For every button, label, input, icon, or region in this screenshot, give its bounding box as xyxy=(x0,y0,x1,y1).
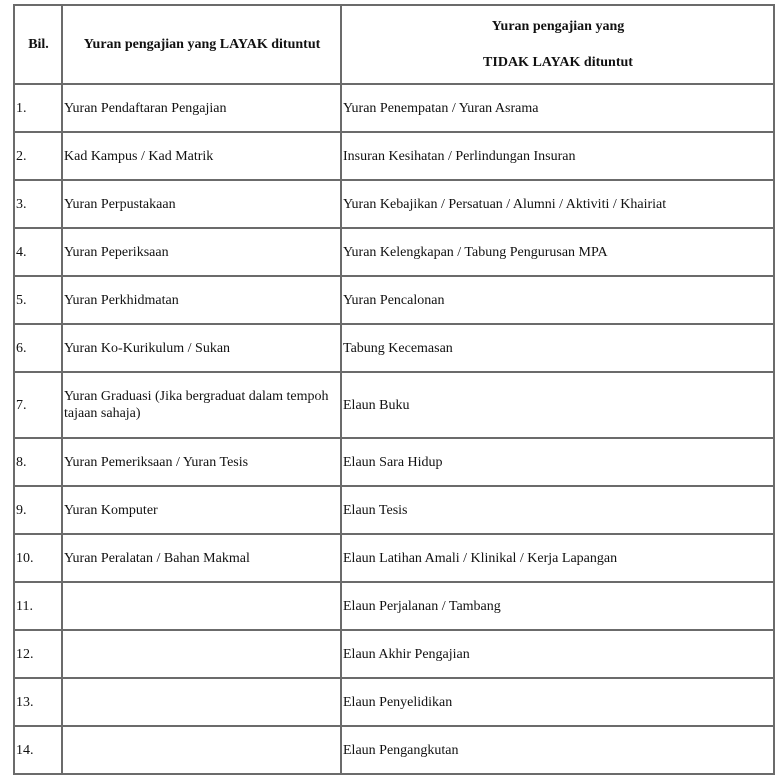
row-number: 12. xyxy=(14,630,62,678)
ineligible-fee: Yuran Kebajikan / Persatuan / Alumni / Aktiviti / Khairiat xyxy=(341,180,774,228)
eligible-fee: Yuran Pemeriksaan / Yuran Tesis xyxy=(62,438,341,486)
eligible-fee xyxy=(62,726,341,774)
table-row xyxy=(14,630,774,678)
header-no: Bil. xyxy=(14,5,62,84)
table-row xyxy=(14,726,774,774)
table-row xyxy=(14,438,774,486)
eligible-fee: Kad Kampus / Kad Matrik xyxy=(62,132,341,180)
ineligible-fee: Elaun Pengangkutan xyxy=(341,726,774,774)
ineligible-fee: Elaun Latihan Amali / Klinikal / Kerja Lapangan xyxy=(341,534,774,582)
header-row xyxy=(14,5,774,84)
table-row xyxy=(14,534,774,582)
ineligible-fee: Yuran Pencalonan xyxy=(341,276,774,324)
table-row xyxy=(14,132,774,180)
table-row xyxy=(14,372,774,438)
ineligible-fee: Yuran Kelengkapan / Tabung Pengurusan MPA xyxy=(341,228,774,276)
header-ineligible-line1: Yuran pengajian yang xyxy=(491,19,625,34)
header-ineligible-line2: TIDAK LAYAK dituntut xyxy=(483,55,633,70)
ineligible-fee: Elaun Perjalanan / Tambang xyxy=(341,582,774,630)
row-number: 9. xyxy=(14,486,62,534)
row-number: 13. xyxy=(14,678,62,726)
eligible-fee xyxy=(62,582,341,630)
table-row xyxy=(14,228,774,276)
ineligible-fee: Tabung Kecemasan xyxy=(341,324,774,372)
row-number: 5. xyxy=(14,276,62,324)
row-number: 8. xyxy=(14,438,62,486)
eligible-fee: Yuran Pendaftaran Pengajian xyxy=(62,84,341,132)
header-eligible: Yuran pengajian yang LAYAK dituntut xyxy=(62,5,341,84)
eligible-fee xyxy=(62,630,341,678)
table-row xyxy=(14,84,774,132)
row-number: 2. xyxy=(14,132,62,180)
eligible-fee: Yuran Peperiksaan xyxy=(62,228,341,276)
ineligible-fee: Elaun Penyelidikan xyxy=(341,678,774,726)
row-number: 14. xyxy=(14,726,62,774)
ineligible-fee: Elaun Akhir Pengajian xyxy=(341,630,774,678)
row-number: 4. xyxy=(14,228,62,276)
eligible-fee: Yuran Perkhidmatan xyxy=(62,276,341,324)
row-number: 10. xyxy=(14,534,62,582)
table-row xyxy=(14,276,774,324)
row-number: 6. xyxy=(14,324,62,372)
eligible-fee: Yuran Perpustakaan xyxy=(62,180,341,228)
table-row xyxy=(14,180,774,228)
row-number: 1. xyxy=(14,84,62,132)
table-row xyxy=(14,678,774,726)
row-number: 7. xyxy=(14,372,62,438)
table-row xyxy=(14,324,774,372)
eligible-fee: Yuran Graduasi (Jika bergraduat dalam tempoh tajaan sahaja) xyxy=(62,372,341,438)
ineligible-fee: Elaun Sara Hidup xyxy=(341,438,774,486)
table-row xyxy=(14,582,774,630)
header-ineligible xyxy=(341,5,774,84)
table-row xyxy=(14,486,774,534)
row-number: 11. xyxy=(14,582,62,630)
eligible-fee: Yuran Peralatan / Bahan Makmal xyxy=(62,534,341,582)
eligible-fee xyxy=(62,678,341,726)
eligible-fee: Yuran Ko-Kurikulum / Sukan xyxy=(62,324,341,372)
ineligible-fee: Elaun Buku xyxy=(341,372,774,438)
ineligible-fee: Yuran Penempatan / Yuran Asrama xyxy=(341,84,774,132)
eligible-fee: Yuran Komputer xyxy=(62,486,341,534)
fees-table xyxy=(13,4,775,775)
row-number: 3. xyxy=(14,180,62,228)
ineligible-fee: Elaun Tesis xyxy=(341,486,774,534)
ineligible-fee: Insuran Kesihatan / Perlindungan Insuran xyxy=(341,132,774,180)
